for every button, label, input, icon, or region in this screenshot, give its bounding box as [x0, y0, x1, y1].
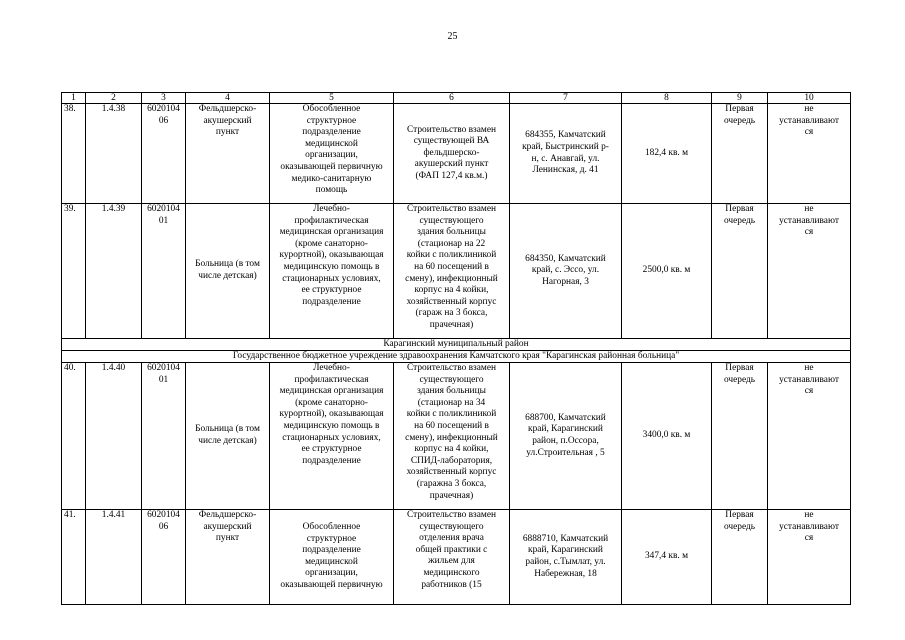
district-heading: Карагинский муниципальный район [62, 339, 851, 351]
column-header: 3 [142, 93, 186, 104]
column-header: 5 [270, 93, 394, 104]
oktmo-code: 6020104 01 [142, 363, 186, 510]
oktmo-code: 6020104 06 [142, 104, 186, 204]
facility-code: 1.4.40 [86, 363, 142, 510]
zone-limit: не устанавливают ся [768, 204, 851, 339]
column-header: 6 [394, 93, 510, 104]
zone-limit: не устанавливают ся [768, 104, 851, 204]
organization-description: Лечебно- профилактическая медицинская организация (кроме санаторно- курортной), оказывающая медицинскую помощь в стационарных условиях, ее структурное подразделение [270, 363, 394, 510]
column-header: 1 [62, 93, 86, 104]
zone-limit: не устанавливают ся [768, 363, 851, 510]
district-section-row [62, 339, 851, 351]
zone-limit: не устанавливают ся [768, 510, 851, 605]
facility-address: 684355, Камчатский край, Быстринский р- н, с. Анавгай, ул. Ленинская, д. 41 [510, 104, 622, 204]
institution-section-row [62, 351, 851, 363]
implementation-stage: Первая очередь [712, 204, 768, 339]
facility-code: 1.4.38 [86, 104, 142, 204]
organization-description: Обособленное структурное подразделение медицинской организации, оказывающей первичную медико-санитарную помощь [270, 104, 394, 204]
table-row [62, 204, 851, 339]
facility-code: 1.4.41 [86, 510, 142, 605]
row-number: 39. [62, 204, 86, 339]
row-number: 40. [62, 363, 86, 510]
implementation-stage: Первая очередь [712, 510, 768, 605]
column-header: 2 [86, 93, 142, 104]
facility-code: 1.4.39 [86, 204, 142, 339]
page-number: 25 [447, 31, 458, 42]
facility-address: 6888710, Камчатский край, Карагинский район, с.Тымлат, ул. Набережная, 18 [510, 510, 622, 605]
planned-works: Строительство взамен существующего здания больницы (стационар на 22 койки с поликлиникой на 60 посещений в смену), инфекционный корпус на 4 койки, хозяйственный корпус (гараж на 3 бокса, прачечная) [394, 204, 510, 339]
implementation-stage: Первая очередь [712, 363, 768, 510]
facility-capacity: 182,4 кв. м [622, 104, 712, 204]
table-row [62, 104, 851, 204]
organization-description: Лечебно- профилактическая медицинская организация (кроме санаторно- курортной), оказывающая медицинскую помощь в стационарных условиях, ее структурное подразделение [270, 204, 394, 339]
row-number: 41. [62, 510, 86, 605]
facility-type: Больница (в том числе детская) [186, 204, 270, 339]
facility-type: Фельдшерско- акушерский пункт [186, 510, 270, 605]
row-number: 38. [62, 104, 86, 204]
facility-capacity: 347,4 кв. м [622, 510, 712, 605]
column-header: 8 [622, 93, 712, 104]
facilities-table [61, 92, 851, 605]
column-number-row [62, 93, 851, 104]
facility-type: Фельдшерско- акушерский пункт [186, 104, 270, 204]
facility-address: 684350, Камчатский край, с. Эссо, ул. Нагорная, 3 [510, 204, 622, 339]
facility-capacity: 3400,0 кв. м [622, 363, 712, 510]
implementation-stage: Первая очередь [712, 104, 768, 204]
facility-address: 688700, Камчатский край, Карагинский район, п.Оссора, ул.Строительная , 5 [510, 363, 622, 510]
facility-capacity: 2500,0 кв. м [622, 204, 712, 339]
oktmo-code: 6020104 06 [142, 510, 186, 605]
column-header: 7 [510, 93, 622, 104]
table-row [62, 510, 851, 605]
planned-works: Строительство взамен существующего здания больницы (стационар на 34 койки с поликлиникой на 60 посещений в смену), инфекционный корпус на 4 койки, СПИД-лаборатория, хозяйственный корпус (гаражна 3 бокса, прачечная) [394, 363, 510, 510]
organization-description [270, 510, 394, 605]
column-header: 9 [712, 93, 768, 104]
table-row [62, 363, 851, 510]
organization-description-text: Обособленное структурное подразделение медицинской организации, оказывающей первичную [280, 522, 383, 590]
planned-works [394, 510, 510, 605]
planned-works: Строительство взамен существующей ВА фельдшерско- акушерский пункт (ФАП 127,4 кв.м.) [394, 104, 510, 204]
column-header: 4 [186, 93, 270, 104]
planned-works-text: Строительство взамен существующего отделения врача общей практики с жильем для медицинского работников (15 [407, 510, 496, 590]
column-header: 10 [768, 93, 851, 104]
facility-type: Больница (в том числе детская) [186, 363, 270, 510]
institution-heading: Государственное бюджетное учреждение здравоохранения Камчатского края "Карагинская районная больница" [62, 351, 851, 363]
oktmo-code: 6020104 01 [142, 204, 186, 339]
